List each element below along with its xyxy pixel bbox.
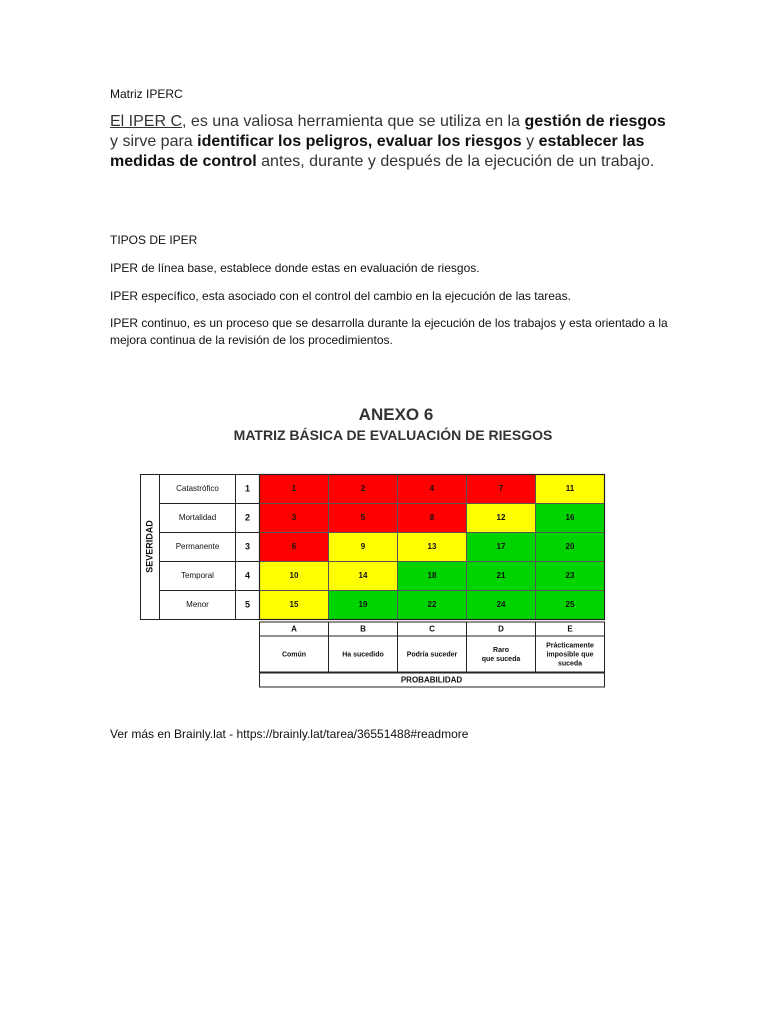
risk-matrix — [140, 474, 600, 685]
intro-link[interactable]: El IPER C, — [110, 113, 187, 130]
figure-subtitle: MATRIZ BÁSICA DE EVALUACIÓN DE RIESGOS — [233, 427, 553, 443]
footer-link-text[interactable]: Ver más en Brainly.lat - https://brainly.lat/tarea/36551488#readmore — [110, 727, 469, 741]
matrix-cell-value: 6 — [291, 542, 297, 552]
row-label-2: Mortalidad — [178, 513, 217, 523]
probability-axis-label: PROBABILIDAD — [400, 675, 463, 685]
figure-title: ANEXO 6 — [358, 405, 434, 424]
intro-bold-1: gestión de riesgos — [524, 113, 666, 130]
column-letter-B: B — [360, 624, 366, 634]
row-level-4: 4 — [244, 570, 251, 581]
matrix-cell-value: 1 — [291, 484, 297, 494]
row-label-5: Menor — [186, 600, 209, 610]
matrix-cell-value: 18 — [427, 571, 437, 581]
matrix-cell-value: 25 — [565, 600, 575, 610]
column-label-C: Podría suceder — [406, 651, 458, 659]
row-label-1: Catastrófico — [176, 484, 219, 494]
row-level-5: 5 — [244, 599, 251, 610]
severity-axis-label: SEVERIDAD — [144, 520, 155, 573]
row-level-1: 1 — [244, 483, 251, 494]
row-label-3: Permanente — [175, 542, 220, 552]
column-letter-D: D — [498, 624, 504, 634]
row-label-4: Temporal — [181, 571, 214, 581]
intro-text-4: antes, durante y después de la ejecución de un trabajo. — [256, 153, 655, 170]
risk-matrix-svg — [140, 474, 600, 685]
row-level-3: 3 — [244, 541, 251, 552]
matrix-cell-value: 16 — [565, 513, 575, 523]
matrix-cell-value: 19 — [358, 600, 368, 610]
matrix-cell-value: 9 — [360, 542, 366, 552]
intro-paragraph — [110, 112, 670, 172]
column-label-D: Raro que suceda — [481, 647, 521, 663]
matrix-cell-value: 17 — [496, 542, 506, 552]
intro-text-3: y — [521, 133, 539, 150]
matrix-cell-value: 20 — [565, 542, 575, 552]
type-specific: IPER específico, esta asociado con el control del cambio en la ejecución de las tareas. — [110, 289, 571, 303]
intro-bold-3: establecer las medidas de control — [110, 133, 645, 170]
column-label-cell — [467, 636, 536, 672]
matrix-cell-value: 21 — [496, 571, 506, 581]
matrix-cell-value: 11 — [565, 484, 575, 494]
matrix-cell-value: 4 — [429, 484, 435, 494]
column-label-A: Común — [281, 651, 307, 659]
matrix-cell-value: 10 — [289, 571, 299, 581]
type-continuous: IPER continuo, es un proceso que se desarrolla durante la ejecución de los trabajos y esta orientado a la mejora continua de la revisión de los procedimientos. — [110, 316, 668, 347]
matrix-cell-value: 14 — [358, 571, 368, 581]
intro-bold-2: identificar los peligros, evaluar los riesgos — [197, 133, 522, 150]
column-label-E: Prácticamente imposible que suceda — [546, 642, 594, 668]
intro-text-2: y sirve para — [110, 133, 198, 150]
intro-text-1: es una valiosa herramienta que se utiliza en la — [186, 113, 525, 130]
matrix-cell-value: 7 — [498, 484, 504, 494]
matrix-cell-value: 15 — [289, 600, 299, 610]
matrix-cell-value: 2 — [360, 484, 366, 494]
matrix-cell-value: 12 — [496, 513, 506, 523]
matrix-cell-value: 3 — [291, 513, 297, 523]
matrix-cell-value: 8 — [429, 513, 435, 523]
matrix-cell-value: 13 — [427, 542, 437, 552]
column-letter-A: A — [291, 624, 297, 634]
column-letter-E: E — [567, 624, 573, 634]
type-baseline: IPER de línea base, establece donde estas en evaluación de riesgos. — [110, 261, 480, 275]
matrix-cell-value: 22 — [427, 600, 437, 610]
row-level-2: 2 — [244, 512, 251, 523]
document-heading: Matriz IPERC — [110, 87, 183, 101]
matrix-cell-value: 23 — [565, 571, 575, 581]
column-letter-C: C — [429, 624, 435, 634]
matrix-cell-value: 24 — [496, 600, 506, 610]
types-title: TIPOS DE IPER — [110, 233, 198, 247]
matrix-cell-value: 5 — [360, 513, 366, 523]
column-label-B: Ha sucedido — [342, 651, 384, 659]
